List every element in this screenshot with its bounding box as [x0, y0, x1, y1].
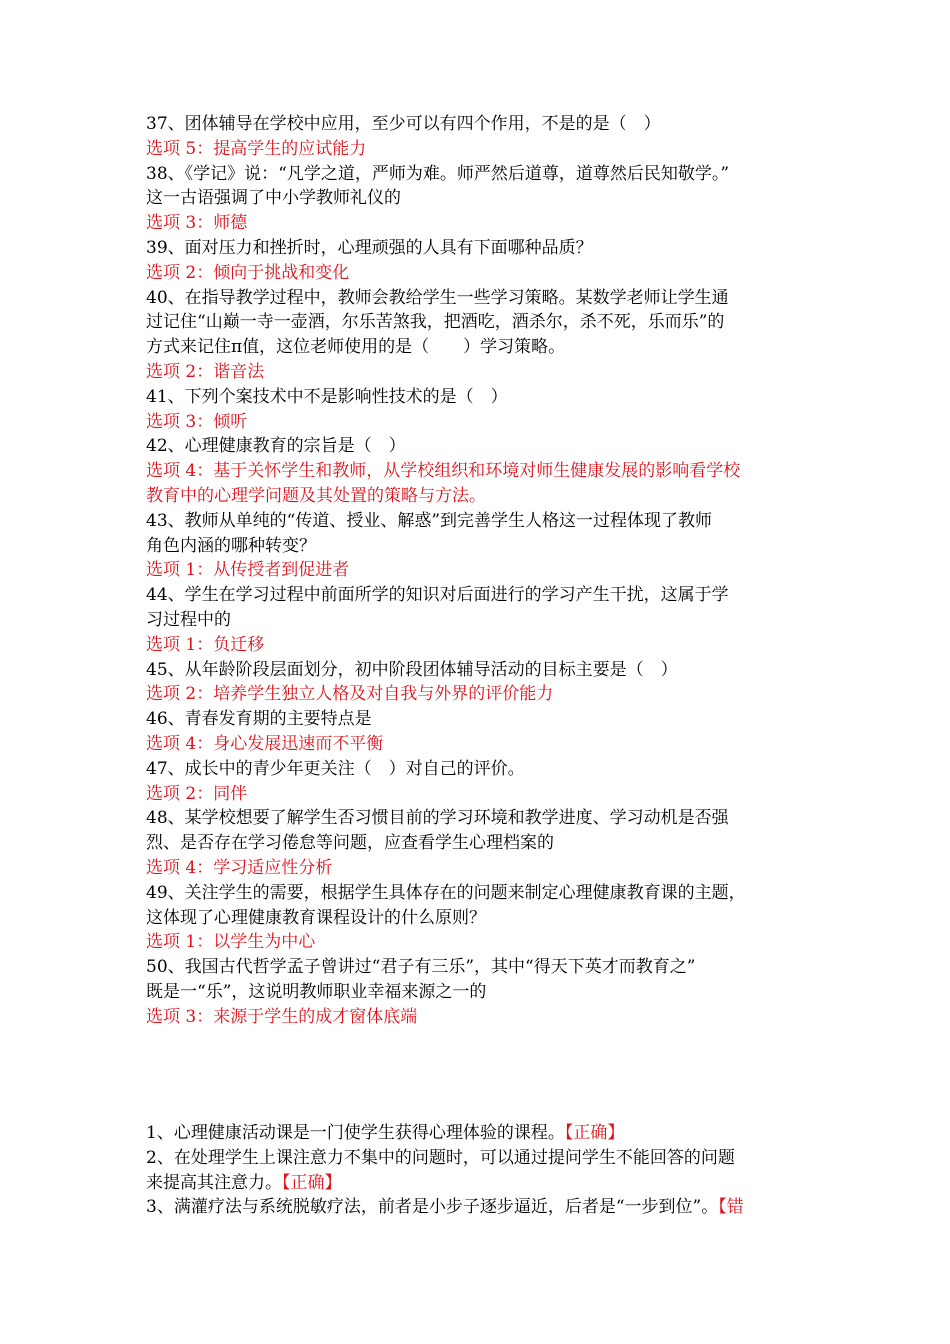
- question-line: 方式来记住π值，这位老师使用的是（ ）学习策略。: [146, 337, 566, 358]
- answer-line: 选项 3：倾听: [146, 411, 248, 432]
- question-line: 45、从年龄阶段层面划分，初中阶段团体辅导活动的目标主要是（ ）: [146, 659, 678, 680]
- statement-line: [146, 1195, 814, 1220]
- question-line: 42、心理健康教育的宗旨是（ ）: [146, 436, 406, 457]
- answer-line: 选项 3：师德: [146, 213, 248, 234]
- answer-line: 选项 2：培养学生独立人格及对自我与外界的评价能力: [146, 684, 554, 705]
- question-line: 44、学生在学习过程中前面所学的知识对后面进行的学习产生干扰，这属于学: [146, 585, 729, 606]
- question-line: 37、团体辅导在学校中应用，至少可以有四个作用，不是的是（ ）: [146, 114, 661, 134]
- question-line: 38、《学记》说：“凡学之道，严师为难。师严然后道尊，道尊然后民知敬学。”: [146, 163, 730, 184]
- question-line: 习过程中的: [146, 609, 231, 630]
- answer-mark: 【错: [718, 1197, 744, 1218]
- question-line: 49、关注学生的需要，根据学生具体存在的问题来制定心理健康教育课的主题，: [146, 882, 746, 903]
- answer-mark: 【正确】: [282, 1172, 342, 1193]
- answer-line: 选项 3：来源于学生的成才窗体底端: [146, 1006, 418, 1027]
- question-line: 50、我国古代哲学孟子曾讲过“君子有三乐”，其中“得天下英才而教育之”: [146, 957, 696, 978]
- answer-line: 选项 1：以学生为中心: [146, 932, 316, 953]
- statement-line: [146, 1146, 814, 1171]
- statement-text: 3、满灌疗法与系统脱敏疗法，前者是小步子逐步逼近，后者是“一步到位”。: [146, 1197, 719, 1218]
- question-line: 烈、是否存在学习倦怠等问题，应查看学生心理档案的: [146, 833, 554, 854]
- answer-line: 选项 2：谐音法: [146, 361, 265, 382]
- answer-mark: 【正确】: [564, 1123, 625, 1143]
- question-line: 过记住“山巅一寺一壶酒，尔乐苦煞我，把酒吃，酒杀尔，杀不死，乐而乐”的: [146, 312, 725, 333]
- answer-line: 选项 2：倾向于挑战和变化: [146, 262, 350, 283]
- question-line: 47、成长中的青少年更关注（ ）对自己的评价。: [146, 758, 525, 779]
- question-line: 这体现了心理健康教育课程设计的什么原则？: [146, 907, 486, 928]
- answer-line: 选项 4：学习适应性分析: [146, 857, 333, 878]
- statement-line: [146, 1121, 814, 1146]
- question-line: 43、教师从单纯的“传道、授业、解惑”到完善学生人格这一过程体现了教师: [146, 510, 713, 531]
- answer-line: 选项 4：身心发展迅速而不平衡: [146, 733, 384, 754]
- question-line: 40、在指导教学过程中，教师会教给学生一些学习策略。某数学老师让学生通: [146, 287, 729, 308]
- question-line: 46、青春发育期的主要特点是: [146, 709, 372, 730]
- answer-line: 教育中的心理学问题及其处置的策略与方法。: [146, 485, 486, 506]
- question-line: 41、下列个案技术中不是影响性技术的是（ ）: [146, 386, 508, 407]
- question-answer-list: [146, 112, 814, 1029]
- question-line: 角色内涵的哪种转变？: [146, 535, 316, 556]
- answer-line: 选项 1：负迁移: [146, 634, 265, 655]
- question-line: 48、某学校想要了解学生否习惯目前的学习环境和教学进度、学习动机是否强: [146, 808, 729, 829]
- question-line: 既是一“乐”，这说明教师职业幸福来源之一的: [146, 981, 487, 1002]
- true-false-list: [146, 1121, 814, 1220]
- statement-line: [146, 1171, 814, 1196]
- question-line: 39、面对压力和挫折时，心理顽强的人具有下面哪种品质？: [146, 237, 593, 258]
- answer-line: 选项 1：从传授者到促进者: [146, 560, 350, 581]
- statement-text: 来提高其注意力。: [146, 1172, 282, 1193]
- answer-line: 选项 4：基于关怀学生和教师，从学校组织和环境对师生健康发展的影响看学校: [146, 461, 741, 482]
- question-line: 这一古语强调了中小学教师礼仪的: [146, 188, 401, 209]
- statement-text: 1、心理健康活动课是一门使学生获得心理体验的课程。: [146, 1123, 565, 1143]
- statement-text: 2、在处理学生上课注意力不集中的问题时，可以通过提问学生不能回答的问题: [146, 1147, 735, 1168]
- answer-line: 选项 5：提高学生的应试能力: [146, 138, 367, 159]
- answer-line: 选项 2：同伴: [146, 783, 248, 804]
